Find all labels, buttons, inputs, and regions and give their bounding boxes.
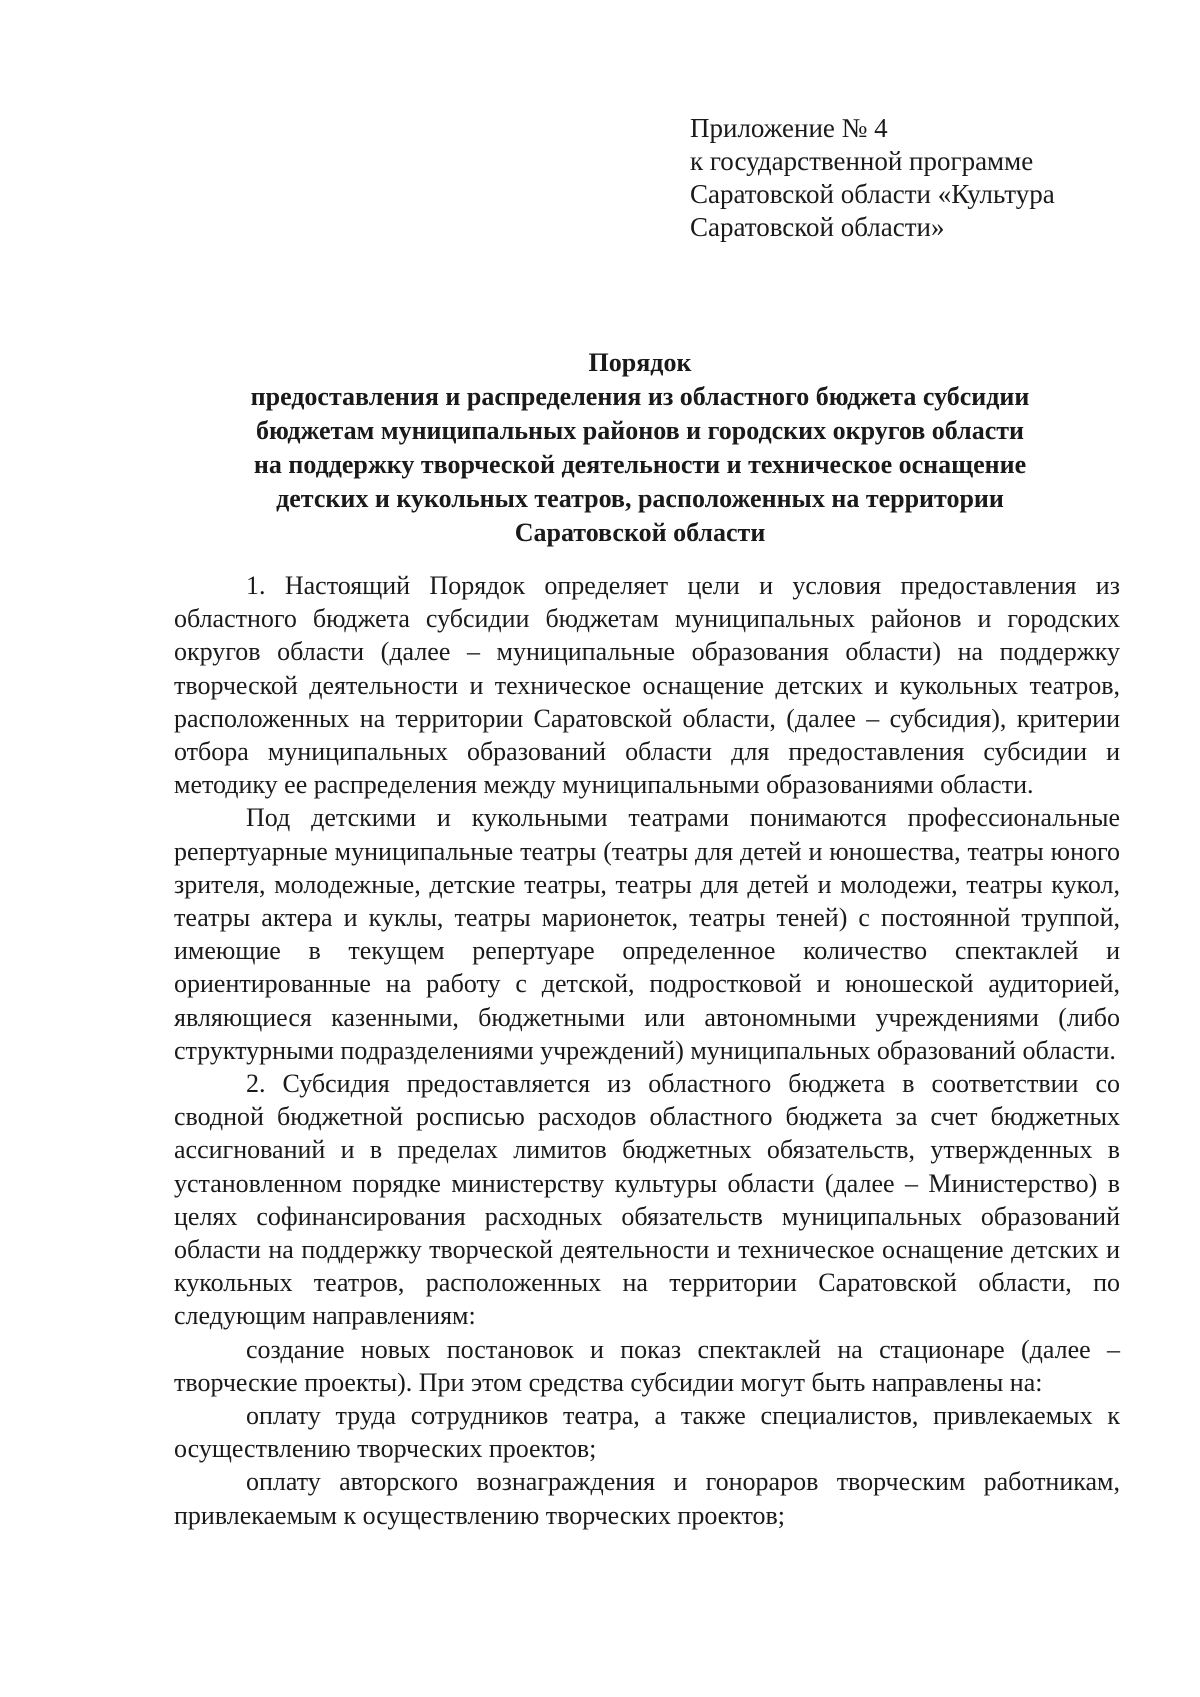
title-line: бюджетам муниципальных районов и городских округов области [255,416,1025,445]
appendix-line: Приложение № 4 [690,113,888,143]
paragraph: Под детскими и кукольными театрами понимаются профессиональные репертуарные муниципальные театры (театры для детей и юношества, театры юного зрителя, молодежные, детские театры, театры для детей и молодежи, театры кукол, театры актера и куклы, театры марионеток, театры теней) с постоянной труппой, имеющие в текущем репертуаре определенное количество спектаклей и ориентированные на работу с детской, подростковой и юношеской аудиторией, являющиеся казенными, бюджетными или автономными учреждениями (либо структурными подразделениями учреждений) муниципальных образований области. [174,803,1120,1065]
appendix-line: к государственной программе [690,146,1034,176]
paragraph: оплату труда сотрудников театра, а также специалистов, привлекаемых к осуществлению творческих проектов; [174,1401,1120,1464]
paragraph: создание новых постановок и показ спектаклей на стационаре (далее – творческие проекты). При этом средства субсидии могут быть направлены на: [174,1334,1120,1397]
paragraph: оплату авторского вознаграждения и гонораров творческим работникам, привлекаемым к осуществлению творческих проектов; [174,1467,1120,1530]
appendix-line: Саратовской области «Культура [690,179,1055,209]
title-line: детских и кукольных театров, расположенных на территории [276,484,1004,513]
document-title [160,346,1120,550]
paragraph: 1. Настоящий Порядок определяет цели и условия предоставления из областного бюджета субсидии бюджетам муниципальных районов и городских округов области (далее – муниципальные образования области) на поддержку творческой деятельности и техническое оснащение детских и кукольных театров, расположенных на территории Саратовской области, (далее – субсидия), критерии отбора муниципальных образований области для предоставления субсидии и методику ее распределения между муниципальными образованиями области. [174,571,1120,800]
document-body [174,569,1120,1532]
title-line: Порядок [588,348,692,377]
appendix-header [690,112,1055,244]
title-line: предоставления и распределения из областного бюджета субсидии [250,382,1030,411]
title-line: на поддержку творческой деятельности и техническое оснащение [253,450,1027,479]
title-line: Саратовской области [514,518,766,547]
appendix-line: Саратовской области» [690,212,945,242]
paragraph: 2. Субсидия предоставляется из областного бюджета в соответствии со сводной бюджетной росписью расходов областного бюджета за счет бюджетных ассигнований и в пределах лимитов бюджетных обязательств, утвержденных в установленном порядке министерству культуры области (далее – Министерство) в целях софинансирования расходных обязательств муниципальных образований области на поддержку творческой деятельности и техническое оснащение детских и кукольных театров, расположенных на территории Саратовской области, по следующим направлениям: [174,1069,1120,1331]
